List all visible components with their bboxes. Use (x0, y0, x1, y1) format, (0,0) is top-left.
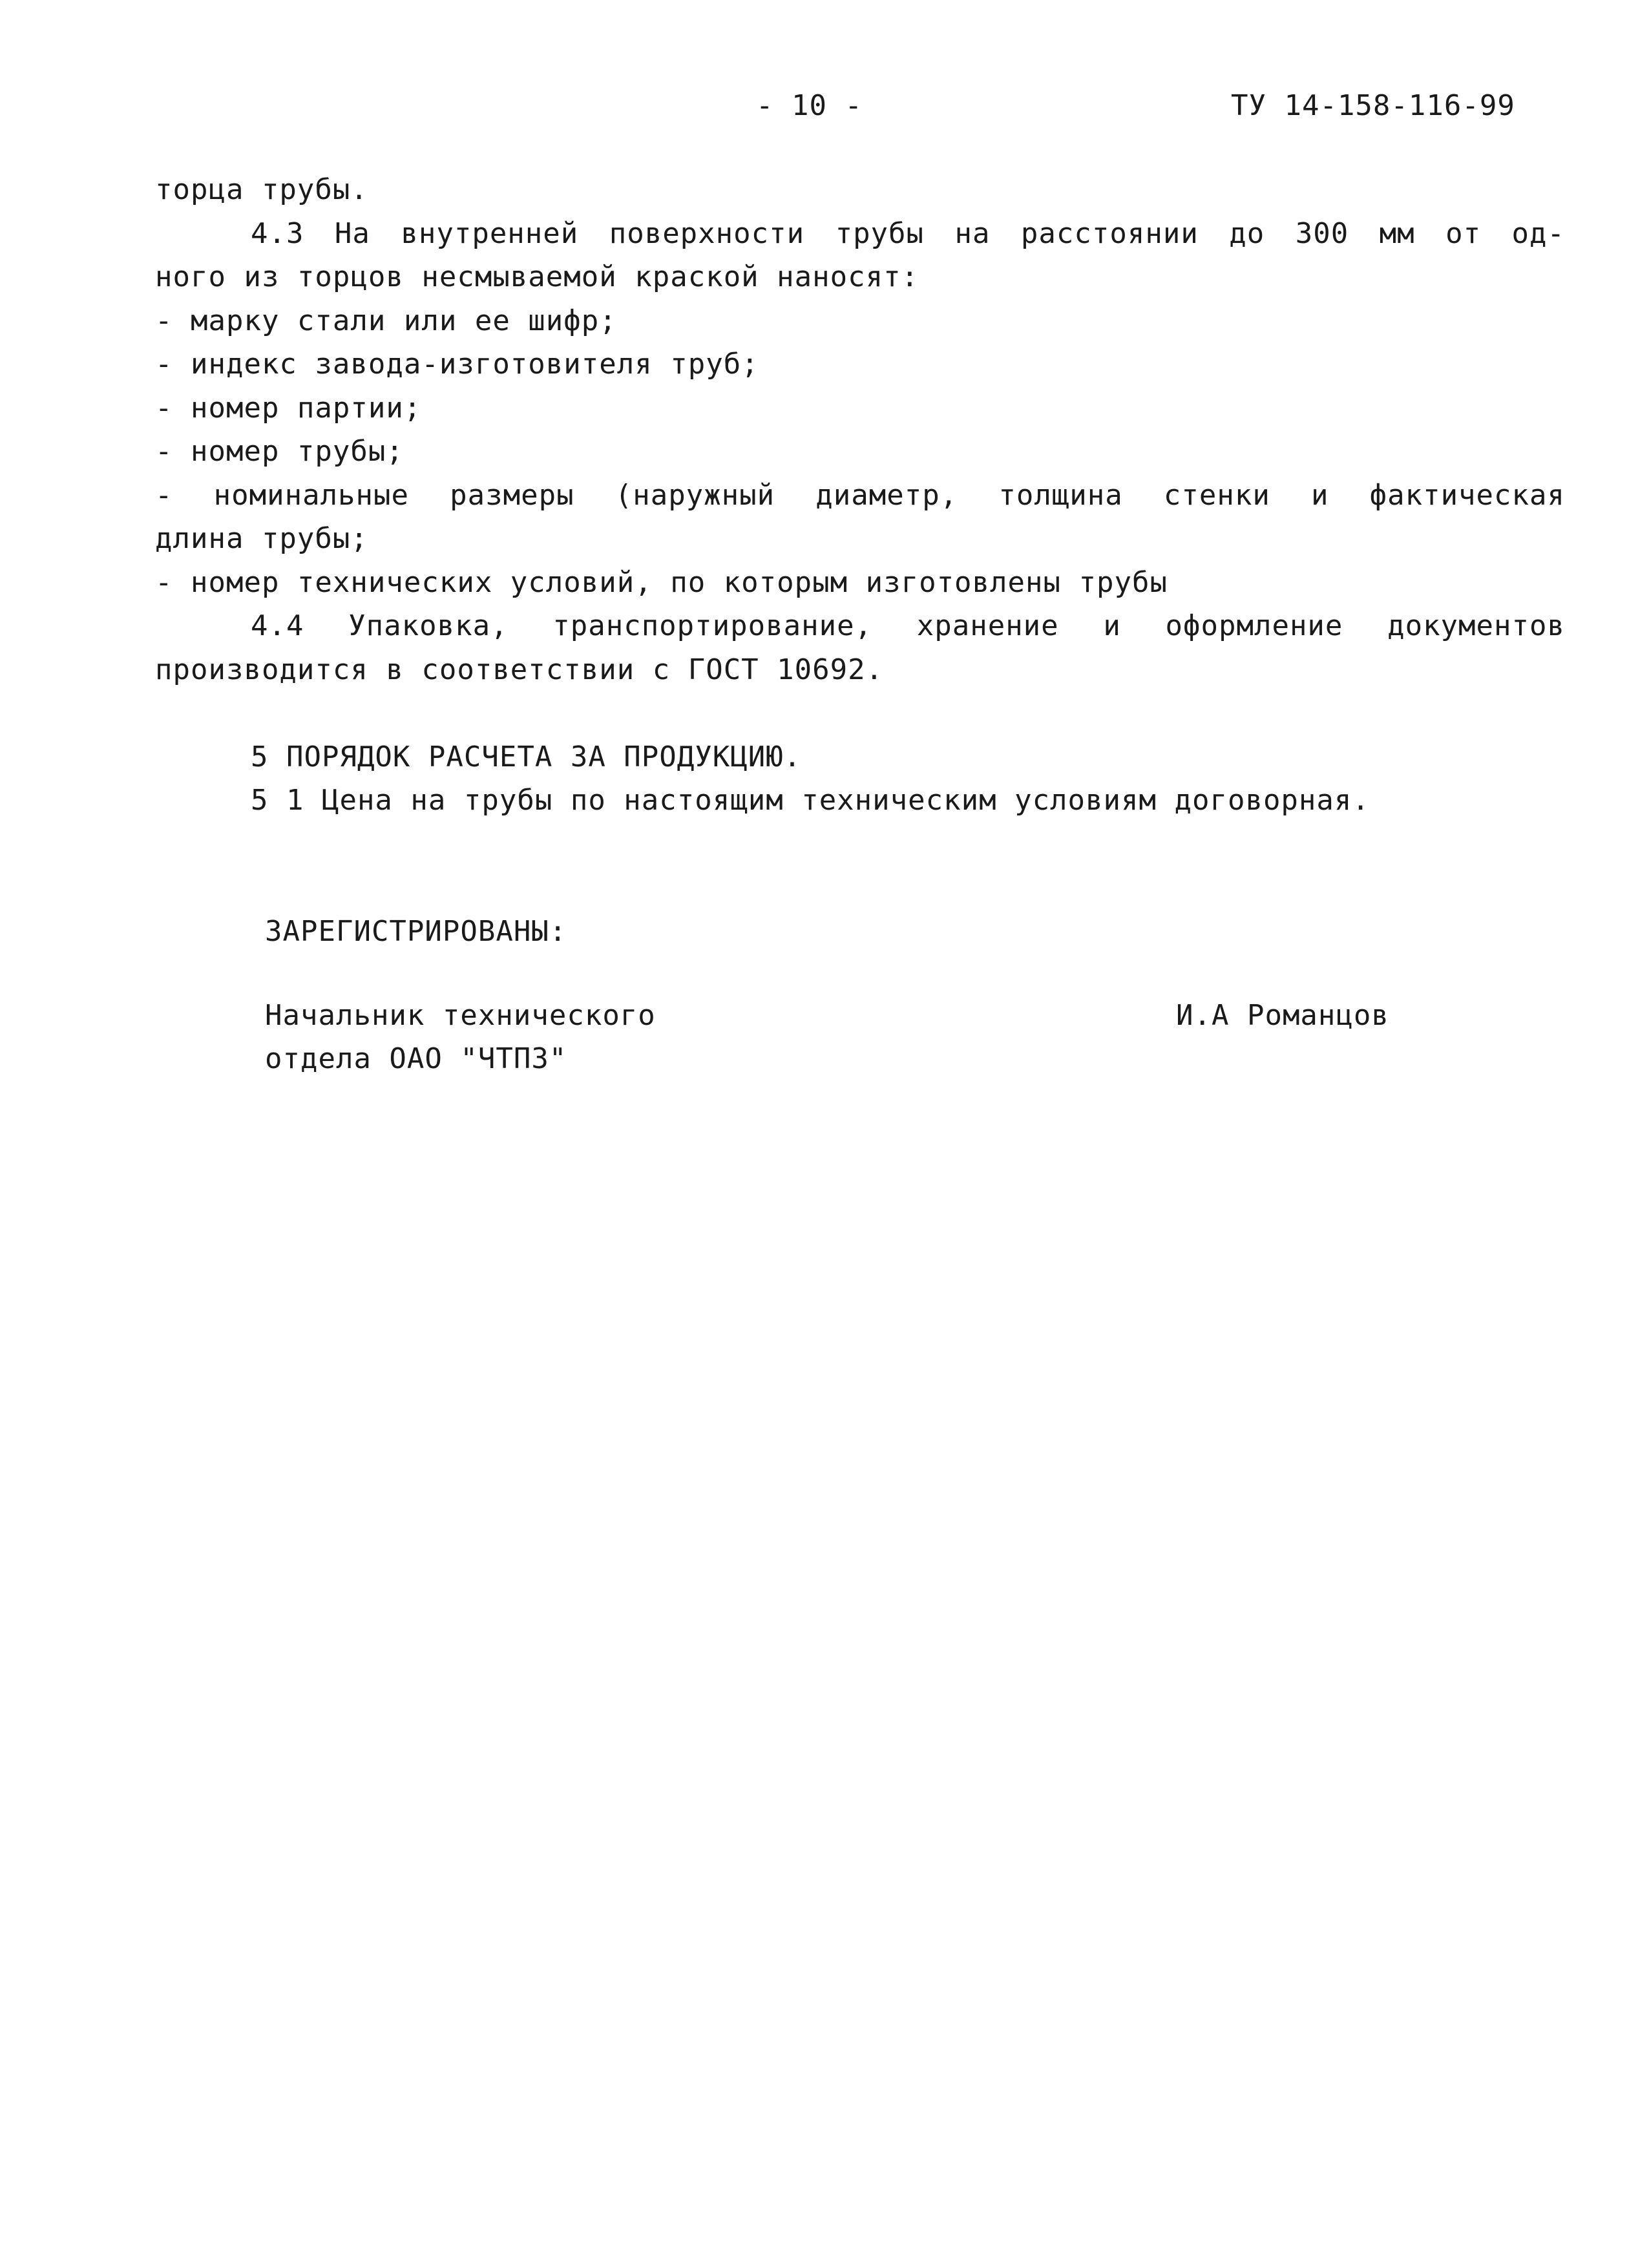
paragraph-4-3-line-1: 4.3 На внутренней поверхности трубы на расстоянии до 300 мм от од- (251, 217, 1565, 250)
list-item: - номинальные размеры (наружный диаметр, толщина стенки и фактическая (155, 479, 1565, 512)
registered-label: ЗАРЕГИСТРИРОВАНЫ: (265, 915, 567, 948)
document-code: ТУ 14-158-116-99 (1231, 89, 1515, 122)
paragraph-5-1: 5 1 Цена на трубы по настоящим техническим условиям договорная. (251, 784, 1370, 817)
paragraph-4-3-line-2: ного из торцов несмываемой краской наносят: (155, 260, 919, 293)
signatory-position-line-2: отдела ОАО "ЧТПЗ" (265, 1042, 567, 1075)
list-item: - индекс завода-изготовителя труб; (155, 348, 759, 381)
signatory-name: И.А Романцов (1176, 999, 1389, 1032)
continuation-line: торца трубы. (155, 173, 368, 206)
section-5-heading: 5 ПОРЯДОК РАСЧЕТА ЗА ПРОДУКЦИЮ. (251, 740, 802, 773)
list-item: - номер партии; (155, 392, 422, 425)
list-item: - номер трубы; (155, 435, 404, 468)
list-item-continuation: длина трубы; (155, 522, 368, 555)
list-item: - номер технических условий, по которым изготовлены трубы (155, 566, 1168, 599)
list-item: - марку стали или ее шифр; (155, 304, 617, 337)
paragraph-4-4-line-2: производится в соответствии с ГОСТ 10692. (155, 653, 884, 686)
paragraph-4-4-line-1: 4.4 Упаковка, транспортирование, хранение и оформление документов (251, 609, 1565, 642)
signatory-position-line-1: Начальник технического (265, 999, 656, 1032)
page-number: - 10 - (756, 89, 863, 122)
